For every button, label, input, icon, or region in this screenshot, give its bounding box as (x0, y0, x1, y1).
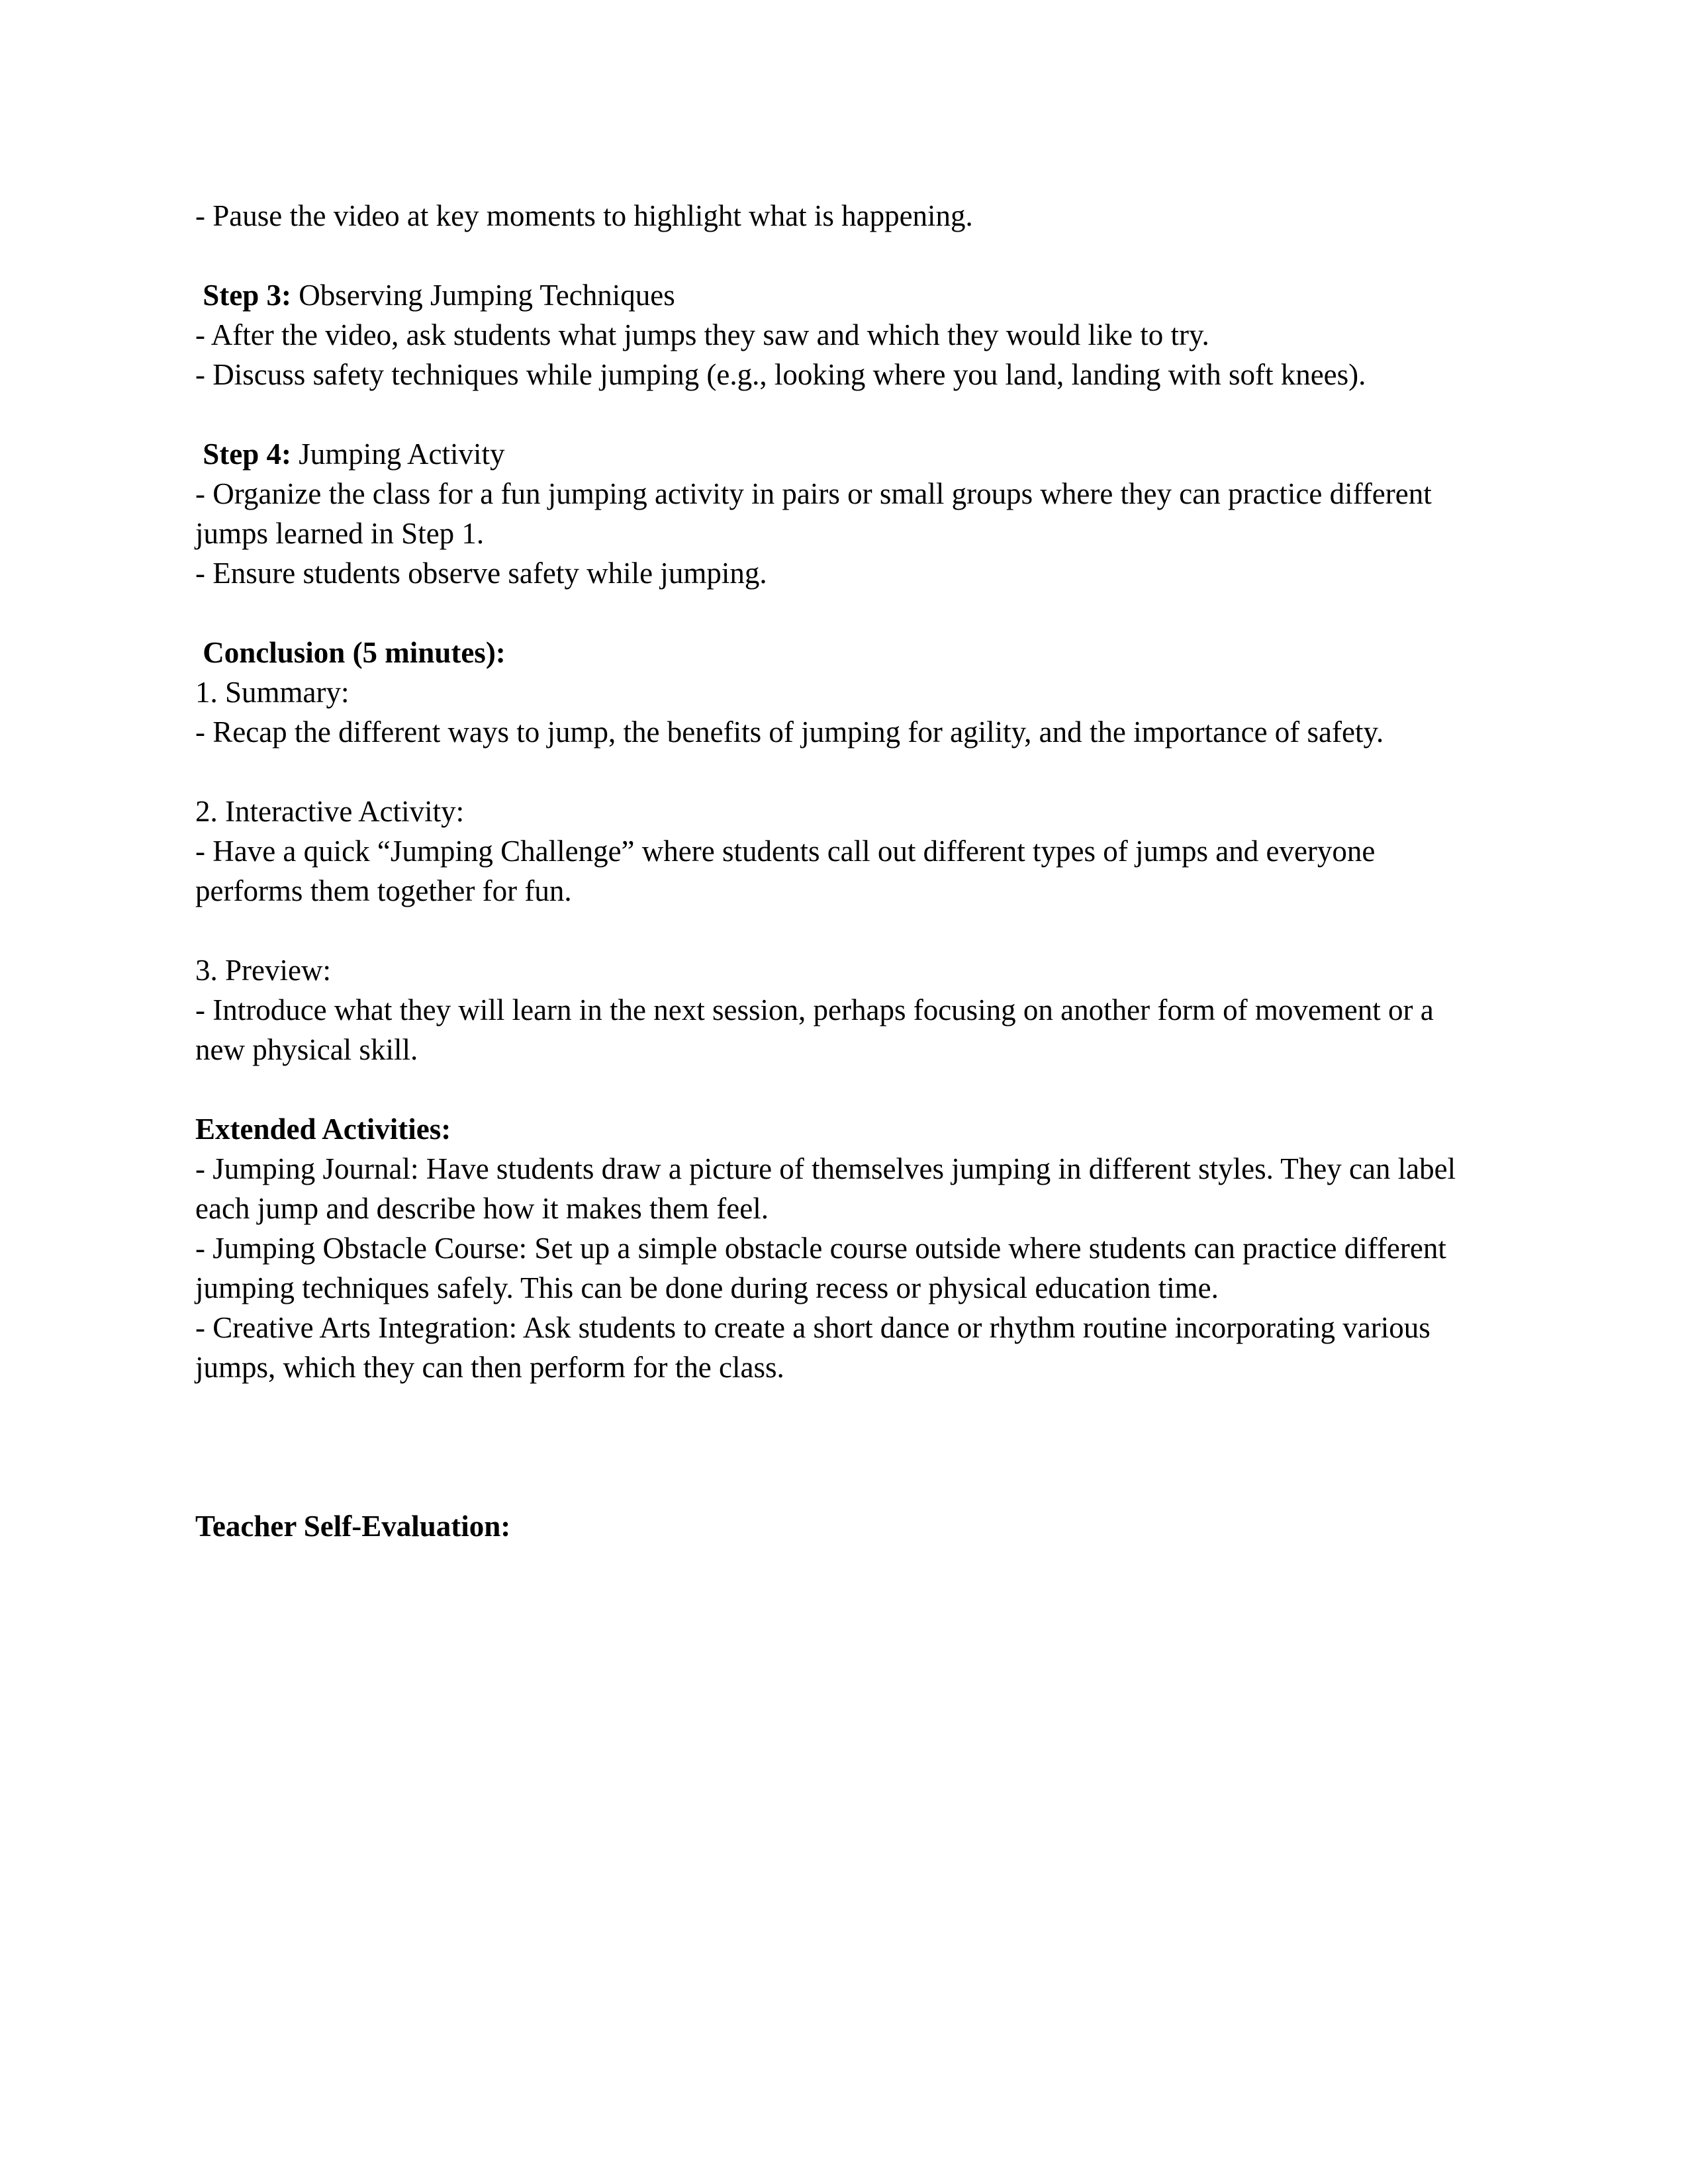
heading-conclusion: Conclusion (5 minutes): (195, 636, 506, 669)
blank-line (195, 593, 1486, 633)
document-text-body (195, 196, 1486, 1546)
blank-line (195, 1069, 1486, 1109)
paragraph-step3-bullet-1: - After the video, ask students what jumps they saw and which they would like to try. (195, 318, 1209, 351)
heading-extended-activities: Extended Activities: (195, 1113, 451, 1146)
blank-line (195, 394, 1486, 434)
blank-line (195, 236, 1486, 275)
paragraph-step3-bullet-2: - Discuss safety techniques while jumping (e.g., looking where you land, landing with soft knees). (195, 358, 1366, 391)
heading-step-3-label: Step 3: (195, 279, 291, 312)
heading-step-3 (195, 275, 1486, 315)
paragraph-extended-bullet-2: - Jumping Obstacle Course: Set up a simple obstacle course outside where students can practice different jumping techniques safely. This can be done during recess or physical education time. (195, 1232, 1454, 1304)
blank-line (195, 752, 1486, 792)
heading-teacher-self-evaluation: Teacher Self-Evaluation: (195, 1510, 511, 1543)
paragraph-pause-video: - Pause the video at key moments to highlight what is happening. (195, 199, 973, 232)
blank-line-large (195, 1387, 1486, 1506)
paragraph-step4-bullet-2: - Ensure students observe safety while jumping. (195, 557, 767, 590)
paragraph-step4-bullet-1: - Organize the class for a fun jumping activity in pairs or small groups where they can practice different jumps learned in Step 1. (195, 477, 1439, 550)
paragraph-conclusion-item-2: 2. Interactive Activity: (195, 795, 465, 828)
paragraph-conclusion-item-3-bullet: - Introduce what they will learn in the next session, perhaps focusing on another form of movement or a new physical skill. (195, 993, 1441, 1066)
paragraph-conclusion-item-1: 1. Summary: (195, 676, 350, 709)
paragraph-extended-bullet-1: - Jumping Journal: Have students draw a picture of themselves jumping in different styles. They can label each jump and describe how it makes them feel. (195, 1152, 1464, 1225)
paragraph-extended-bullet-3: - Creative Arts Integration: Ask students to create a short dance or rhythm routine incorporating various jumps, which they can then perform for the class. (195, 1311, 1438, 1384)
heading-step-4-label: Step 4: (195, 437, 291, 471)
paragraph-conclusion-item-3: 3. Preview: (195, 954, 331, 987)
heading-step-3-title: Observing Jumping Techniques (291, 279, 675, 312)
heading-step-4-title: Jumping Activity (291, 437, 505, 471)
paragraph-conclusion-item-2-bullet: - Have a quick “Jumping Challenge” where students call out different types of jumps and everyone performs them together for fun. (195, 835, 1383, 907)
heading-step-4 (195, 434, 1486, 474)
blank-line (195, 911, 1486, 950)
paragraph-conclusion-item-1-bullet: - Recap the different ways to jump, the benefits of jumping for agility, and the importance of safety. (195, 715, 1384, 749)
